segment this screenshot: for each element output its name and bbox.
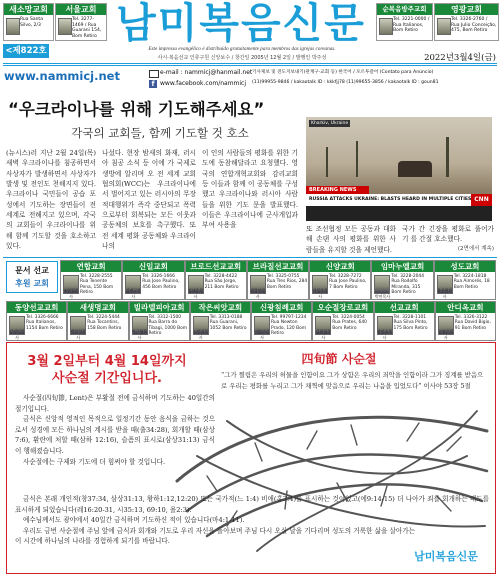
church-address: Rua Barra do Tibagi, 1000 Bom Retiro bbox=[148, 320, 188, 337]
mission-box-line1: 문서 선교 bbox=[15, 266, 49, 275]
church-name: 브로드선교교회 bbox=[186, 261, 246, 272]
subtitle-portuguese: Este impresso evangélico é distribuído gratuitamente para membros das igrejas coreanas. bbox=[148, 46, 336, 52]
church-address: Rua Guarani, 1052 Bom Retiro bbox=[209, 320, 247, 331]
church-address: Tel. 3221-0000 / Rua Italianos, Bom Retiro bbox=[393, 17, 430, 33]
lent-title-1: 3월 2일부터 4월 14일까지 bbox=[27, 354, 187, 369]
church-tile bbox=[6, 301, 67, 341]
tree-shape bbox=[356, 141, 358, 177]
lent-body bbox=[15, 393, 215, 467]
church-name: 동양선교교회 bbox=[7, 302, 66, 313]
church-name: 임마누엘교회 bbox=[372, 261, 432, 272]
church-contact bbox=[80, 274, 120, 296]
church-phone: Tel. 3224-1818 bbox=[453, 274, 487, 279]
poem-title: 四旬節 사순절 bbox=[301, 352, 377, 366]
pastor-name: 박천석목사 bbox=[70, 329, 86, 340]
lent-paragraph: 우리도 금번 사순절에 주님 앞에 금식과 회개와 기도로 우리 자신을 돌아보며 주님 다시 오실 날을 기다리며 성도의 거룩한 삶을 살아가는 이 시간에 하나님의 나라를 경험하게 되기를 바랍니다. bbox=[15, 526, 415, 546]
church-tile bbox=[247, 260, 309, 300]
news-photo bbox=[306, 117, 492, 221]
church-phone: Tel. 3312-1500 bbox=[148, 315, 182, 320]
church-phone: Tel. 3228-2044 bbox=[391, 274, 425, 279]
church-phone: Tel. 3326-6666 bbox=[26, 315, 59, 320]
article-column-3: 이 인의 사람들의 평화를 위한 기도에 동참해달라고 요청했다. 영국의 연합개혁교회와 감리교회 등 이들과 함께 이 공동체를 구성했고 우크라이나와 러시아 사람들을 위한 기도 문을 발표했다. 이들은 우크라이나에 군사개입과 부여 사용을 bbox=[202, 149, 298, 230]
pastor-name: 김태훈목사 bbox=[187, 288, 204, 299]
church-name: 연합교회 bbox=[61, 261, 121, 272]
lent-paragraph: 사순절(四旬節, Lent)은 부활절 전에 금식하며 기도하는 40일간의 절기입니다. bbox=[15, 394, 215, 413]
subtitle-korean: 사시·복음선교 인류구원 신앙보수 / 창간일 2005년 12월 2일 / 발행인 박주성 bbox=[157, 55, 327, 61]
lent-title-2: 사순절 기간입니다. bbox=[52, 371, 162, 386]
church-name: 서울교회 bbox=[56, 4, 106, 15]
church-address: Rua Italianos, 1154 Bom Retiro bbox=[26, 320, 63, 331]
church-address: Rua Santa Silvo, 2/3 bbox=[20, 17, 43, 28]
scripture-quote: “그가 찔림은 우리의 허물을 인함이요 그가 상함은 우리의 죄악을 인함이라 그가 징계를 받음으로 우리는 평화를 누리고 그가 채찍에 맞음으로 우리는 나음을 입었도다” 이사야 53장 5절 bbox=[221, 371, 484, 390]
issue-badge: <제822호 bbox=[3, 44, 49, 58]
church-name: 새생명교회 bbox=[68, 302, 127, 313]
church-phone: Tel. 3326-1666 bbox=[142, 274, 175, 279]
divider bbox=[3, 63, 497, 64]
email-icon bbox=[149, 70, 159, 78]
pastor-name: 김재규목사 bbox=[125, 288, 142, 299]
photo-ticker bbox=[306, 206, 492, 221]
pastor-name: 강정인목사 bbox=[9, 329, 25, 340]
article-column-2: 나섰다. 현장 밤새의 화재, 러시아 침공 소식 등 이에 가 국제로 생방에 알리며 오 전 세계 교회협의회(WCC)는 우크라이나에서 벌어지고 있는 러시아의 무장 적대행위가 즉각 중단되고 폭력으로부터 회복되는 모든 이웃과 공동체의 보호를 촉구했다. 또 전 세계 평화 공동체와 우크라이나의 bbox=[102, 149, 196, 251]
lent-paragraph: 금식은 본래 개인적(창37:34, 삼상31:13, 왕하1:12,12:20) 또는 국가적(느 1:4) 비애(홍3:4)를 표시하는 것이었고(에9:14-15) 더 나아가 죄를 회개하는 태도를 표시하게 되었습니다(레16:20-31, 시35:13, 69:10, 욜2:3). bbox=[15, 495, 489, 514]
pastor-photo bbox=[437, 18, 451, 35]
pastor-name: 권인호목사 bbox=[376, 329, 393, 340]
breaking-news-caption: RUSSIA ATTACKS UKRAINE: BLASTS HEARD IN MULTIPLE CITIES bbox=[306, 194, 471, 206]
top-church-tile bbox=[376, 3, 433, 41]
pastor-photo bbox=[6, 18, 20, 35]
lent-section bbox=[6, 342, 496, 574]
church-tile bbox=[67, 301, 128, 341]
continue-note: (2면에서 계속) bbox=[457, 246, 494, 252]
church-name: 안디옥교회 bbox=[436, 302, 495, 313]
church-contact bbox=[87, 315, 126, 331]
article-column-1: (뉴시스)러 지난 2월 24일(목) 새벽 우크라이나를 침공하면서 사상자가 발생하면서 사상자가 발생 및 전인도 천해지지 있다. 우크라이나 국민들이 공습 포성에서 기도하는 장면들이 전 세계로 전해지고 있으며, 각국의 교회들이 우크라이나를 위해 함께 기도할 것을 호소하고 있다. bbox=[6, 149, 96, 251]
church-name: 오순절장로교회 bbox=[313, 302, 372, 313]
church-tile bbox=[185, 260, 247, 300]
facebook-link[interactable]: www.facebook.com/nammicj bbox=[160, 80, 247, 87]
pastor-name: 박연목사 bbox=[374, 293, 391, 299]
church-tile bbox=[374, 301, 435, 341]
church-tile bbox=[434, 260, 496, 300]
article-column-5: 국가 간 긴장을 평화로 풀어가기 를 간절 호소했다. bbox=[402, 225, 494, 244]
church-phone: Tel. 3228-7272 bbox=[329, 274, 362, 279]
church-address: Rua Tres Rios, 284 Bom Retiro bbox=[266, 279, 308, 290]
pastor-name: 이양주목사 bbox=[254, 329, 270, 340]
church-tile bbox=[371, 260, 433, 300]
church-contact bbox=[142, 274, 182, 290]
church-contact bbox=[329, 274, 369, 290]
church-contact bbox=[454, 274, 494, 290]
mission-box bbox=[6, 261, 58, 293]
article-column-4: 또 조선협정 모든 공동과 대화 해 손댄 사의 평화를 위한 사 람들을 유지할 것을 제언했다. bbox=[306, 225, 396, 254]
church-name: 신양교회 bbox=[310, 261, 370, 272]
church-contact bbox=[205, 274, 245, 290]
church-address: Tel. 3277-1469 / Rua Guarani 154, Bom Retiro bbox=[72, 17, 102, 39]
church-tile bbox=[60, 260, 122, 300]
church-name: 작은씨앗교회 bbox=[191, 302, 250, 313]
pastor-photo bbox=[379, 18, 393, 35]
church-address: Rua Tocantins, 158 Bom Retiro bbox=[87, 320, 122, 331]
lent-paragraph: 금식은 신앙적 영적인 목적으로 일정기간 동안 음식을 금하는 것으로서 성경에 모든 하나님의 계시를 받을 때(출34:28), 회개할 때(삼상 7:6), 환란에 처할 때(삼하 12:16), 슬픔의 표시로(삼상31:13) 금식이 행해졌습니다. bbox=[15, 415, 215, 455]
news-brand-logo: CNN bbox=[471, 194, 492, 206]
church-contact bbox=[26, 315, 65, 331]
church-tile bbox=[122, 260, 184, 300]
top-church-tile bbox=[55, 3, 107, 41]
church-tile bbox=[190, 301, 251, 341]
divider bbox=[3, 65, 497, 66]
masthead bbox=[0, 0, 500, 96]
church-tile bbox=[309, 260, 371, 300]
top-church-tile bbox=[3, 3, 54, 41]
church-address: Rua Aimorés, 18 Bom Retiro bbox=[453, 279, 490, 290]
church-address: Rua Rodolfo Miranda, 315 Bom Retiro bbox=[391, 279, 421, 296]
facebook-icon: f bbox=[149, 80, 157, 88]
contact-info-1: 기사제보 및 전도지보내기(관계구·교회 등) 한국어 / 포르투갈어 (Contato para Anúncio) bbox=[252, 70, 434, 75]
church-address: Tel. 3326-2760 / Rua Julio Conceição, 475, Bom Retiro bbox=[451, 17, 497, 33]
newspaper-title: 남미복음신문 bbox=[116, 0, 366, 47]
headline: “우크라이나를 위해 기도해주세요” bbox=[8, 100, 265, 119]
church-phone: Tel. 3325-0755 bbox=[266, 274, 300, 279]
pastor-name: 조현철목사 bbox=[63, 288, 79, 299]
church-address: Rua Prates, 640 Bom Retiro bbox=[332, 320, 367, 331]
date-label: 2022년3월4일(금) bbox=[424, 53, 496, 63]
pastor-photo bbox=[58, 18, 72, 35]
church-contact bbox=[394, 315, 433, 331]
church-name: 성도교회 bbox=[435, 261, 495, 272]
top-church-tile bbox=[434, 3, 499, 41]
church-address: Rua São Jorge, 211 Bom Retiro bbox=[204, 279, 239, 290]
church-phone: Tel. 3228-4422 bbox=[204, 274, 238, 279]
church-name: 순복음방주교회 bbox=[377, 4, 432, 15]
pastor-photo bbox=[374, 275, 390, 294]
church-name: 신광침례교회 bbox=[252, 302, 311, 313]
church-tile bbox=[129, 301, 190, 341]
church-contact bbox=[210, 315, 249, 331]
directory-top-rule bbox=[3, 257, 497, 258]
lent-paragraph: 예수님께서도 광야에서 40일간 금식하며 기도하신 적이 있습니다(마4:1-11). bbox=[23, 516, 245, 525]
pastor-name: 윤신현목사 bbox=[436, 288, 453, 299]
church-name: 신일교회 bbox=[123, 261, 183, 272]
church-address: Rua Silva Pinto, 175 Bom Retiro bbox=[393, 320, 428, 331]
website-link[interactable]: www.nammicj.net bbox=[4, 69, 120, 83]
church-phone: Tel. 3313-0188 bbox=[209, 315, 243, 320]
pastor-name: 김현필목사 bbox=[315, 329, 331, 340]
church-address: Rua Tenente Pena, 150 Bom Retiro bbox=[80, 279, 114, 296]
church-phone: Tel. 3228-2555 bbox=[80, 274, 113, 279]
church-address: Rua Jose Paulino, 456 Bom Retiro bbox=[142, 279, 180, 290]
people-shape bbox=[398, 161, 432, 177]
church-phone: Tel. 3224-0054 bbox=[332, 315, 365, 320]
tree-shape bbox=[326, 147, 328, 177]
church-contact bbox=[391, 274, 431, 296]
church-address: Rua Jose Paulino, 7 Bom Retiro bbox=[329, 279, 367, 290]
church-name: 영광교회 bbox=[435, 4, 498, 15]
church-name: 브라질선교교회 bbox=[248, 261, 308, 272]
headline-sub: 각국의 교회들, 함께 기도할 것 호소 bbox=[71, 126, 249, 140]
lent-body-wide bbox=[15, 494, 489, 547]
church-address: Rua David Bigio, 91 Bom Retiro bbox=[454, 320, 491, 331]
photo-location-tag: Kharkiv, Ukraine bbox=[311, 121, 349, 126]
church-tile bbox=[435, 301, 496, 341]
lent-brand: 남미복음신문 bbox=[414, 550, 478, 563]
church-phone: Tel. 3228-1101 bbox=[393, 315, 427, 320]
pastor-name: 고영은목사 bbox=[438, 329, 454, 340]
church-tile bbox=[251, 301, 312, 341]
church-phone: Tel. 3326-3122 bbox=[454, 315, 488, 320]
church-name: 새소망교회 bbox=[4, 4, 53, 15]
church-phone: Tel. 3224-5444 bbox=[87, 315, 120, 320]
church-address: Rua Newton Prado, 120 Bom Retiro bbox=[271, 320, 307, 337]
church-contact bbox=[149, 315, 188, 337]
church-phone: Tel. 99797-1234 bbox=[271, 315, 307, 320]
email-address[interactable]: e-mail : nammicj@hanmail.net bbox=[160, 69, 253, 76]
pastor-name: 노민식목사 bbox=[193, 329, 209, 340]
pastor-name: 이성주목사 bbox=[312, 288, 328, 299]
church-contact bbox=[332, 315, 371, 331]
pastor-name: 이근형목사 bbox=[131, 329, 148, 340]
church-name: 빌라델피아교회 bbox=[130, 302, 189, 313]
church-contact bbox=[271, 315, 310, 337]
church-contact bbox=[455, 315, 494, 331]
mission-box-line2: 후원 교회 bbox=[15, 279, 49, 288]
tree-shape bbox=[446, 137, 449, 177]
breaking-news-label: BREAKING NEWS bbox=[306, 186, 369, 194]
church-contact bbox=[267, 274, 307, 290]
church-name: 선교교회 bbox=[375, 302, 434, 313]
contact-info-2: (11)99955-9846 / kakaotalk ID : kkkfjj78 (11)99655-3856 / kakaotalk ID : goun81 bbox=[252, 80, 439, 85]
lent-paragraph: 사순절에는 구제와 기도에 더 힘써야 할 것입니다. bbox=[23, 457, 166, 466]
church-tile bbox=[312, 301, 373, 341]
pastor-name: 최창민목사 bbox=[250, 288, 266, 299]
